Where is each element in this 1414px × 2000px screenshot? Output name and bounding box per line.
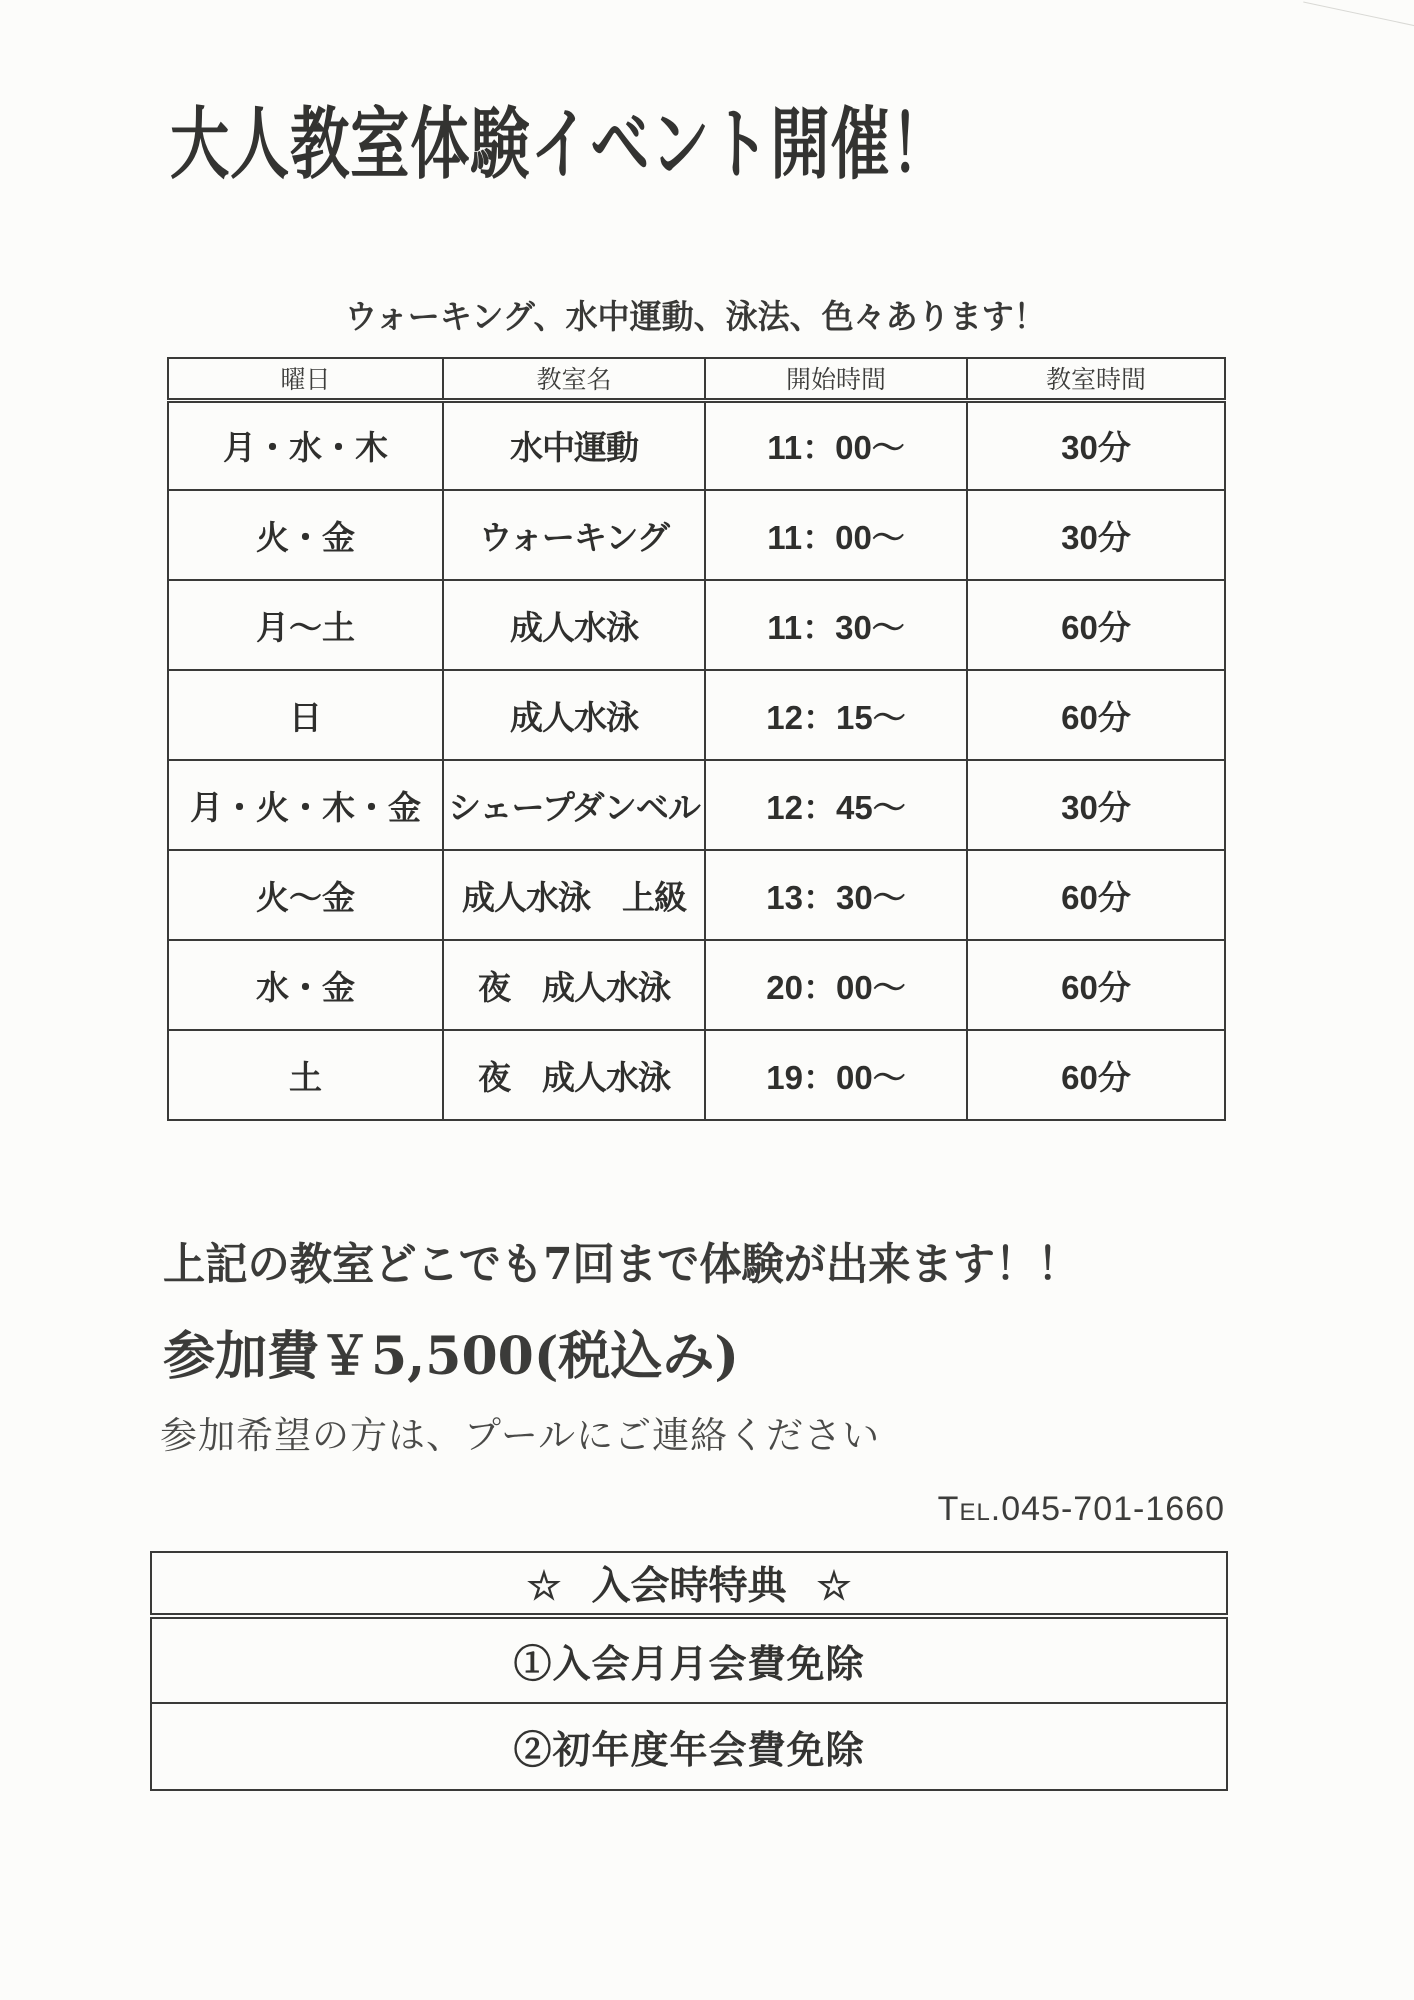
benefits-title: 入会時特典 [591, 1565, 787, 1608]
cell-start: 12：45～ [705, 760, 967, 850]
page-title: 大人教室体験イベント開催！ [170, 99, 951, 190]
benefits-header [151, 1552, 1227, 1616]
cell-duration: 60分 [967, 670, 1225, 760]
star-icon: ☆ [526, 1565, 562, 1608]
cell-class: 夜 成人水泳 [443, 1030, 705, 1120]
table-row [168, 760, 1225, 850]
cell-days: 火～金 [168, 850, 443, 940]
col-header-duration: 教室時間 [967, 358, 1225, 400]
cell-duration: 60分 [967, 850, 1225, 940]
table-row [151, 1616, 1227, 1703]
cell-days: 月～土 [168, 580, 443, 670]
cell-start: 11：00～ [705, 400, 967, 490]
cell-class: ウォーキング [443, 490, 705, 580]
table-row [168, 400, 1225, 490]
table-row [151, 1703, 1227, 1790]
table-row [168, 940, 1225, 1030]
cell-class: 水中運動 [443, 400, 705, 490]
schedule-header-row [168, 358, 1225, 400]
cell-days: 日 [168, 670, 443, 760]
table-row [168, 670, 1225, 760]
cell-duration: 60分 [967, 1030, 1225, 1120]
subtitle: ウォーキング、水中運動、泳法、色々あります！ [345, 297, 1046, 336]
cell-start: 12：15～ [705, 670, 967, 760]
col-header-start: 開始時間 [705, 358, 967, 400]
cell-duration: 60分 [967, 940, 1225, 1030]
col-header-days: 曜日 [168, 358, 443, 400]
table-row [168, 580, 1225, 670]
cell-class: 成人水泳 [443, 580, 705, 670]
benefit-item: ①入会月月会費免除 [151, 1616, 1227, 1703]
cell-start: 11：30～ [705, 580, 967, 670]
cell-duration: 30分 [967, 760, 1225, 850]
col-header-class: 教室名 [443, 358, 705, 400]
cell-days: 火・金 [168, 490, 443, 580]
cell-class: シェープダンベル [443, 760, 705, 850]
cell-days: 土 [168, 1030, 443, 1120]
cell-days: 月・水・木 [168, 400, 443, 490]
scan-artifact [1303, 2, 1414, 28]
cell-duration: 60分 [967, 580, 1225, 670]
schedule-table [167, 357, 1226, 1121]
cell-duration: 30分 [967, 490, 1225, 580]
cell-start: 19：00～ [705, 1030, 967, 1120]
tel-digits: 045-701-1660 [1001, 1490, 1225, 1528]
benefits-header-row [151, 1552, 1227, 1616]
benefits-table [150, 1551, 1228, 1791]
cell-class: 成人水泳 [443, 670, 705, 760]
table-row [168, 1030, 1225, 1120]
note-contact: 参加希望の方は、プールにご連絡ください [160, 1415, 881, 1456]
cell-days: 水・金 [168, 940, 443, 1030]
cell-days: 月・火・木・金 [168, 760, 443, 850]
cell-start: 20：00～ [705, 940, 967, 1030]
cell-duration: 30分 [967, 400, 1225, 490]
note-trial: 上記の教室どこでも7回まで体験が出来ます！！ [163, 1239, 1080, 1290]
tel-label: Tel. [937, 1490, 1002, 1528]
cell-class: 成人水泳 上級 [443, 850, 705, 940]
cell-start: 11：00～ [705, 490, 967, 580]
benefit-item: ②初年度年会費免除 [151, 1703, 1227, 1790]
table-row [168, 850, 1225, 940]
cell-class: 夜 成人水泳 [443, 940, 705, 1030]
cell-start: 13：30～ [705, 850, 967, 940]
table-row [168, 490, 1225, 580]
note-fee: 参加費￥5,500(税込み) [163, 1326, 740, 1387]
star-icon: ☆ [816, 1565, 852, 1608]
phone-number [938, 1490, 1225, 1529]
